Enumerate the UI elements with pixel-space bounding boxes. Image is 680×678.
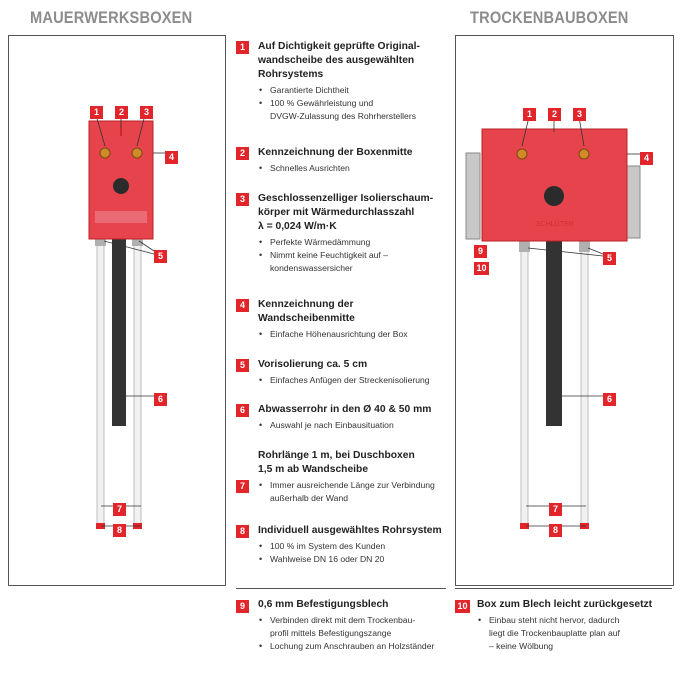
callout-7: 7 [549,503,562,516]
feature-9 [236,598,446,653]
divider-left [236,588,446,589]
feature-7-bullet-1: • Immer ausreichende Länge zur Verbindung außerhalb der Wand [258,479,451,505]
feature-3-number: 3 [236,193,249,206]
feature-1-bullet-1: • Garantierte Dichtheit [258,84,451,97]
feature-4-bullet-1: • Einfache Höhenausrichtung der Box [258,328,451,341]
feature-1-bullet-2: • 100 % Gewährleistung und DVGW-Zulassung des Rohrherstellers [258,97,451,123]
callout-8: 8 [549,524,562,537]
feature-3-bullet-1: • Perfekte Wärmedämmung [258,236,451,249]
feature-3 [236,192,451,275]
feature-6 [236,403,451,432]
feature-4-number: 4 [236,299,249,312]
feature-1 [236,40,451,123]
callout-6: 6 [154,393,167,406]
callout-1: 1 [90,106,103,119]
box-brand-label: SCHLÜTER [536,221,574,228]
feature-4-title: Kennzeichnung der Wandscheibenmitte [258,299,355,324]
divider-right [455,588,672,589]
drywall-box-illustration [456,36,673,585]
feature-9-title: 0,6 mm Befestigungsblech [258,599,389,610]
feature-7-number: 7 [236,480,249,493]
left-product-panel [8,35,226,586]
right-header: TROCKENBAUBOXEN [470,8,629,27]
feature-8-number: 8 [236,525,249,538]
feature-3-title: Geschlossenzelliger Isolierschaum- körper mit Wärmedurchlasszahl λ = 0,024 W/m·K [258,193,434,232]
callout-4: 4 [640,152,653,165]
callout-5: 5 [603,252,616,265]
callout-6: 6 [603,393,616,406]
feature-10 [455,598,665,653]
feature-3-bullet-2: • Nimmt keine Feuchtigkeit auf – kondenswassersicher [258,249,451,275]
callout-4: 4 [165,151,178,164]
callout-9: 9 [474,245,487,258]
feature-4 [236,298,451,341]
callout-2: 2 [548,108,561,121]
feature-2-bullet-1: • Schnelles Ausrichten [258,162,451,175]
feature-pipe-length [236,449,451,477]
feature-7 [236,479,451,505]
feature-6-bullet-1: • Auswahl je nach Einbausituation [258,419,451,432]
right-product-panel [455,35,674,586]
feature-9-bullet-1: • Verbinden direkt mit dem Trockenbau- profil mittels Befestigungszange [258,614,446,640]
feature-5 [236,358,451,387]
feature-9-bullet-2: • Lochung zum Anschrauben an Holzständer [258,640,446,653]
callout-2: 2 [115,106,128,119]
feature-8-bullet-2: • Wahlweise DN 16 oder DN 20 [258,553,451,566]
callout-10: 10 [474,262,489,275]
feature-8-bullet-1: • 100 % im System des Kunden [258,540,451,553]
left-header: MAUERWERKSBOXEN [30,8,193,27]
feature-1-title: Auf Dichtigkeit geprüfte Original- wandscheibe des ausgewählten Rohrsystems [258,41,420,80]
feature-10-title: Box zum Blech leicht zurückgesetzt [477,599,653,610]
feature-pipe-length-title: Rohrlänge 1 m, bei Duschboxen 1,5 m ab Wandscheibe [258,450,415,475]
feature-5-number: 5 [236,359,249,372]
feature-5-bullet-1: • Einfaches Anfügen der Streckenisolierung [258,374,451,387]
feature-6-title: Abwasserrohr in den Ø 40 & 50 mm [258,404,432,415]
feature-8-title: Individuell ausgewähltes Rohrsystem [258,525,442,536]
callout-8: 8 [113,524,126,537]
feature-5-title: Vorisolierung ca. 5 cm [258,359,368,370]
feature-10-bullet-1: • Einbau steht nicht hervor, dadurch liegt die Trockenbauplatte plan auf – keine Wölbung [477,614,665,653]
feature-2-title: Kennzeichnung der Boxenmitte [258,147,413,158]
callout-7: 7 [113,503,126,516]
callout-3: 3 [140,106,153,119]
feature-1-number: 1 [236,41,249,54]
callout-3: 3 [573,108,586,121]
feature-2-number: 2 [236,147,249,160]
feature-10-number: 10 [455,600,470,613]
feature-2 [236,146,451,175]
callout-1: 1 [523,108,536,121]
feature-9-number: 9 [236,600,249,613]
callout-5: 5 [154,250,167,263]
feature-6-number: 6 [236,404,249,417]
feature-8 [236,524,451,566]
